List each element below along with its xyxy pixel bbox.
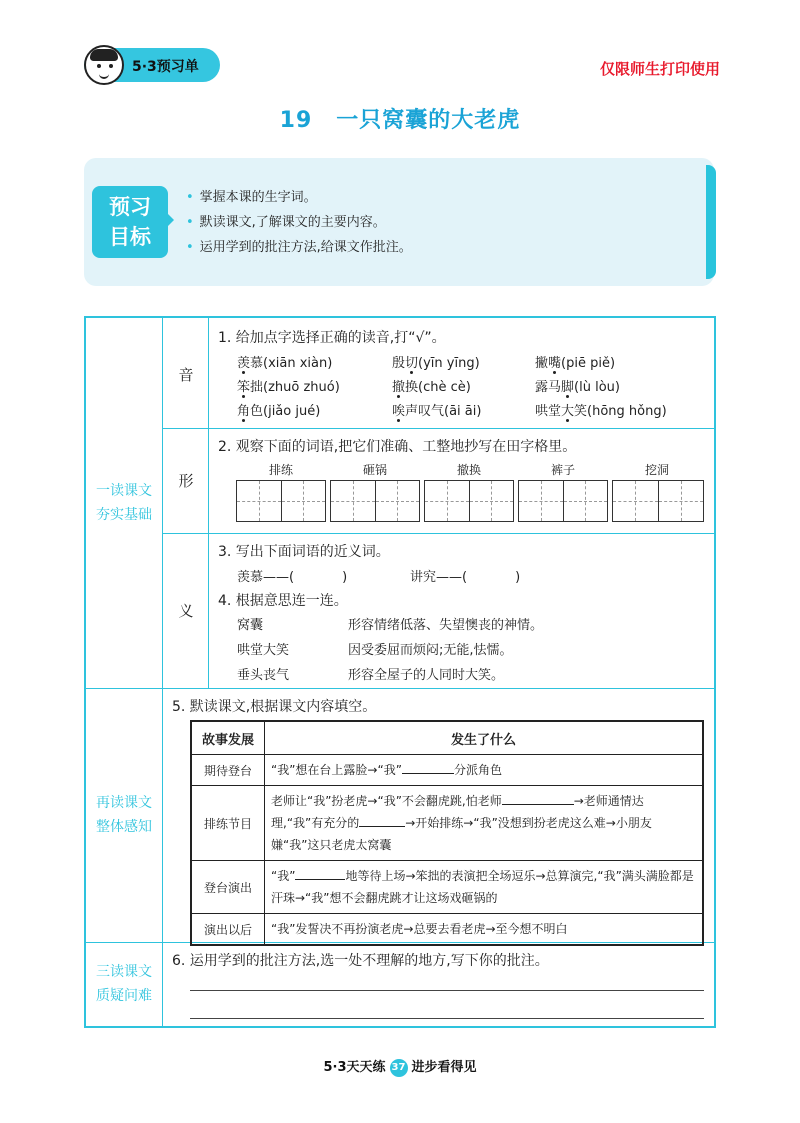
- goal-item: • 运用学到的批注方法,给课文作批注。: [186, 240, 412, 255]
- goals-label-line1: 预习: [109, 195, 151, 219]
- word-label: 排练: [268, 463, 293, 477]
- event-cell: 老师让“我”扮老虎→“我”不会翻虎跳,怕老师 →老师通情达理,“我”有充分的 →开始排练→“我”没想到扮老虎这么难→小朋友嫌“我”这只老虎太窝囊: [265, 786, 703, 861]
- table-row: [192, 786, 703, 861]
- synonym-item[interactable]: 羡慕——( ): [237, 570, 348, 585]
- table-row: [192, 755, 703, 786]
- table-row: [192, 914, 703, 945]
- q1-prompt: 1. 给加点字选择正确的读音,打“√”。: [218, 330, 446, 346]
- header-badge-text: 5·3预习单: [132, 59, 199, 75]
- pinyin-choice[interactable]: 撇嘴(piē piě): [535, 356, 616, 371]
- pinyin-choice[interactable]: 羡慕(xiān xiàn): [237, 356, 333, 371]
- pinyin-choice[interactable]: 哄堂大笑(hōng hǒng): [535, 404, 667, 419]
- fill-blank[interactable]: [295, 867, 345, 880]
- match-right[interactable]: 形容情绪低落、失望懊丧的神情。: [348, 618, 544, 633]
- col-header-events: 发生了什么: [265, 722, 703, 755]
- event-cell: “我”发誓决不再扮演老虎→总要去看老虎→至今想不明白: [265, 914, 703, 945]
- page-title: [0, 103, 800, 134]
- pinyin-choice[interactable]: 露马脚(lù lòu): [535, 380, 620, 395]
- lesson-number: 19: [279, 108, 313, 133]
- pinyin-choice[interactable]: 笨拙(zhuō zhuó): [237, 380, 340, 395]
- lesson-title: 一只窝囊的大老虎: [336, 108, 521, 133]
- word-label: 挖洞: [644, 463, 669, 477]
- row-divider: [86, 688, 714, 689]
- event-cell: “我”想在台上露脸→“我” 分派角色: [265, 755, 703, 786]
- section-label-first-read: 一读课文 夯实基础: [96, 483, 152, 523]
- col-header-stage: 故事发展: [192, 722, 265, 755]
- tian-grid[interactable]: [612, 480, 704, 522]
- word-label: 裤子: [550, 463, 575, 477]
- goals-panel: [84, 158, 714, 286]
- q2-prompt: 2. 观察下面的词语,把它们准确、工整地抄写在田字格里。: [218, 439, 577, 455]
- goals-panel-edge: [706, 165, 716, 279]
- story-table: [190, 720, 704, 946]
- page-number: 37: [390, 1059, 408, 1077]
- fill-blank[interactable]: [402, 761, 454, 774]
- match-right[interactable]: 因受委屈而烦闷;无能,怯懦。: [348, 643, 513, 658]
- q6-prompt: 6. 运用学到的批注方法,选一处不理解的地方,写下你的批注。: [172, 953, 549, 969]
- goals-pointer: [166, 212, 174, 228]
- footer-series: 5·3天天练: [323, 1060, 386, 1075]
- fill-blank[interactable]: [359, 814, 405, 827]
- goals-label: [92, 186, 168, 258]
- mascot-icon: [84, 45, 124, 85]
- event-cell: “我” 地等待上场→笨拙的表演把全场逗乐→总算演完,“我”满头满脸都是汗珠→“我”想不会翻虎跳才让这场戏砸锅的: [265, 861, 703, 914]
- table-row: [192, 861, 703, 914]
- subsection-divider: [208, 318, 209, 688]
- section-label-third-read: 三读课文 质疑问难: [96, 964, 152, 1004]
- goal-item: • 默读课文,了解课文的主要内容。: [186, 215, 386, 230]
- fill-blank[interactable]: [502, 792, 574, 805]
- subsection-sound: 音: [178, 366, 194, 384]
- section-divider: [162, 318, 163, 1026]
- tian-grid[interactable]: [518, 480, 608, 522]
- q4-prompt: 4. 根据意思连一连。: [218, 593, 348, 609]
- row-divider: [162, 533, 714, 534]
- subsection-meaning: 义: [178, 602, 194, 620]
- section-label-second-read: 再读课文 整体感知: [96, 795, 152, 835]
- answer-line[interactable]: [190, 1018, 704, 1019]
- word-label: 砸锅: [362, 463, 387, 477]
- goals-label-line2: 目标: [109, 225, 151, 249]
- match-left[interactable]: 窝囊: [237, 618, 264, 633]
- pinyin-choice[interactable]: 唉声叹气(āi āi): [392, 404, 482, 419]
- match-right[interactable]: 形容全屋子的人同时大笑。: [348, 668, 505, 683]
- stage-cell: 登台演出: [192, 861, 265, 914]
- answer-line[interactable]: [190, 990, 704, 991]
- match-left[interactable]: 哄堂大笑: [237, 643, 290, 658]
- print-restriction: 仅限师生打印使用: [599, 60, 720, 78]
- stage-cell: 演出以后: [192, 914, 265, 945]
- word-label: 撤换: [456, 463, 481, 477]
- match-left[interactable]: 垂头丧气: [237, 668, 290, 683]
- pinyin-choice[interactable]: 角色(jiǎo jué): [237, 404, 321, 419]
- footer-slogan: 进步看得见: [411, 1060, 477, 1075]
- q5-prompt: 5. 默读课文,根据课文内容填空。: [172, 699, 377, 715]
- q3-prompt: 3. 写出下面词语的近义词。: [218, 544, 390, 560]
- tian-grid[interactable]: [424, 480, 514, 522]
- stage-cell: 排练节目: [192, 786, 265, 861]
- goal-item: • 掌握本课的生字词。: [186, 190, 317, 205]
- page-footer: [0, 1056, 800, 1077]
- pinyin-choice[interactable]: 殷切(yīn yīng): [392, 356, 480, 371]
- subsection-shape: 形: [178, 472, 194, 490]
- tian-grid[interactable]: [330, 480, 420, 522]
- tian-grid[interactable]: [236, 480, 326, 522]
- synonym-item[interactable]: 讲究——( ): [410, 570, 521, 585]
- pinyin-choice[interactable]: 撤换(chè cè): [392, 380, 471, 395]
- stage-cell: 期待登台: [192, 755, 265, 786]
- row-divider: [162, 428, 714, 429]
